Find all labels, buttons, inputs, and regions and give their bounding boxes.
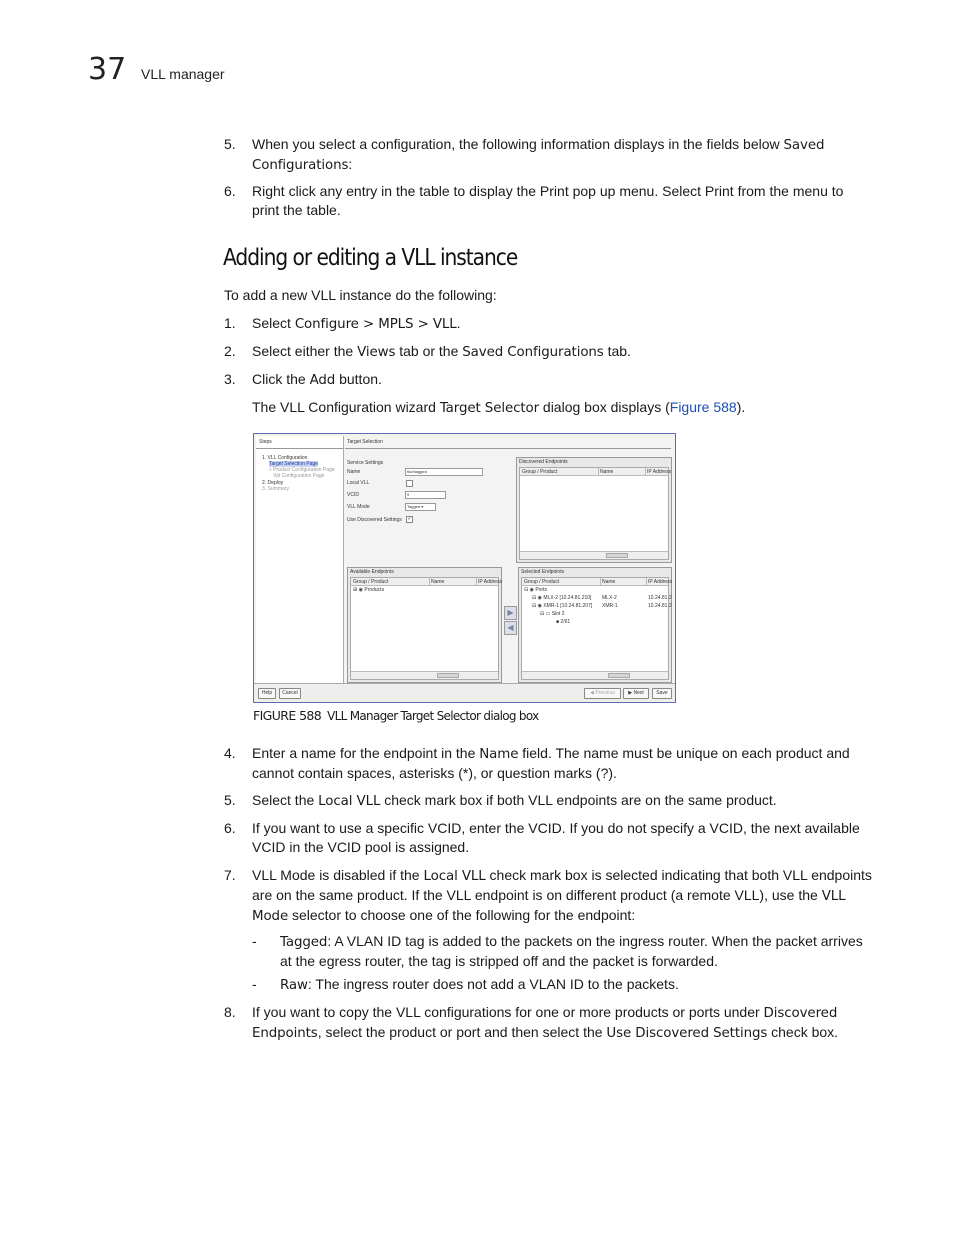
figure-caption bbox=[253, 708, 539, 723]
name-label: Name bbox=[347, 469, 361, 475]
col-group[interactable]: Group / Product bbox=[353, 579, 389, 585]
available-endpoints-title: Available Endpoints bbox=[350, 569, 394, 575]
step-number: 8. bbox=[224, 1004, 236, 1020]
cell-ip: 10.24.81.2 bbox=[648, 595, 672, 601]
use-discovered-label: Use Discovered Settings bbox=[347, 517, 402, 523]
discovered-endpoints-panel bbox=[516, 457, 672, 563]
col-group[interactable]: Group / Product bbox=[524, 579, 560, 585]
selected-endpoints-panel bbox=[518, 567, 672, 683]
tree-row[interactable]: ■ 2/61 bbox=[556, 619, 571, 625]
horizontal-scrollbar[interactable] bbox=[351, 671, 498, 679]
tree-row[interactable]: ⊞ ◉ Products bbox=[353, 587, 385, 593]
previous-button[interactable]: ◀ Previous bbox=[584, 688, 621, 699]
available-endpoints-panel bbox=[347, 567, 502, 683]
step-text: If you want to use a specific VCID, enter the VCID. If you do not specify a VCID, the next available VCID in the VCID pool is assigned. bbox=[252, 820, 860, 855]
dialog-footer bbox=[254, 683, 675, 702]
vll-mode-select[interactable]: Tagged ▾ bbox=[405, 503, 436, 511]
step-number: 4. bbox=[224, 745, 236, 761]
col-name[interactable]: Name bbox=[600, 469, 614, 475]
col-ip[interactable]: IP Address bbox=[478, 579, 503, 585]
service-settings-label: Service Settings bbox=[347, 460, 384, 466]
figure-title: VLL Manager Target Selector dialog box bbox=[327, 709, 539, 723]
vcid-field[interactable]: 9 bbox=[405, 491, 446, 499]
selected-endpoints-table[interactable] bbox=[521, 577, 673, 680]
figure-label: FIGURE 588 bbox=[253, 708, 322, 723]
bullet-dash: - bbox=[252, 933, 257, 949]
step-number: 2. bbox=[224, 343, 236, 359]
step-item[interactable]: 2. Deploy bbox=[262, 480, 284, 486]
section-intro: To add a new VLL instance do the following: bbox=[224, 287, 497, 303]
step-number: 6. bbox=[224, 820, 236, 836]
step-item-active[interactable]: Target Selection Page bbox=[269, 461, 318, 467]
local-vll-checkbox[interactable] bbox=[406, 480, 413, 487]
bullet-text: Raw: The ingress router does not add a VLAN ID to the packets. bbox=[280, 976, 679, 993]
discovered-endpoints-title: Discovered Endpoints bbox=[519, 459, 568, 465]
selected-endpoints-title: Selected Endpoints bbox=[521, 569, 565, 575]
step-item[interactable]: 1. VLL Configuration bbox=[262, 455, 308, 461]
step-note: The VLL Configuration wizard Target Selector dialog box displays (Figure 588). bbox=[252, 399, 746, 416]
vll-mode-label: VLL Mode bbox=[347, 504, 370, 510]
next-button[interactable]: ▶ Next bbox=[623, 688, 649, 699]
add-endpoint-button[interactable]: ▶ bbox=[504, 606, 517, 620]
available-endpoints-table[interactable] bbox=[350, 577, 503, 680]
col-name[interactable]: Name bbox=[431, 579, 445, 585]
use-discovered-checkbox[interactable]: ✓ bbox=[407, 516, 412, 522]
col-name[interactable]: Name bbox=[602, 579, 616, 585]
cancel-button[interactable]: Cancel bbox=[279, 688, 301, 699]
cell-name: MLX-2 bbox=[602, 595, 617, 601]
target-selection-panel bbox=[345, 436, 673, 683]
tree-row[interactable]: ⊟ ▭ Slot 2 bbox=[540, 611, 565, 617]
tree-row[interactable]: ⊟ ◉ MLX-2 [10.24.81.210] bbox=[532, 595, 592, 601]
col-group[interactable]: Group / Product bbox=[522, 469, 558, 475]
step-text: Enter a name for the endpoint in the Name field. The name must be unique on each product and cannot contain spaces, asterisks (*), or question marks (?). bbox=[252, 745, 850, 781]
step-item[interactable]: 3. Summary bbox=[262, 486, 289, 492]
col-ip[interactable]: IP Address bbox=[647, 469, 672, 475]
step-number: 3. bbox=[224, 371, 236, 387]
step-text: Right click any entry in the table to display the Print pop up menu. Select Print from the menu to print the table. bbox=[252, 183, 844, 218]
step-number: 7. bbox=[224, 867, 236, 883]
save-button[interactable]: Save bbox=[652, 688, 672, 699]
vcid-label: VCID bbox=[347, 492, 359, 498]
step-text: Select Configure > MPLS > VLL. bbox=[252, 315, 461, 332]
remove-endpoint-button[interactable]: ◀ bbox=[504, 621, 517, 635]
chapter-number: 37 bbox=[88, 52, 127, 87]
local-vll-label: Local VLL bbox=[347, 480, 370, 486]
step-text: VLL Mode is disabled if the Local VLL check mark box is selected indicating that both VLL endpoints are on the same product. If the VLL endpoint is on different product (a remote VLL), use the VLL Mode selector to choose one of the following for the endpoint: bbox=[252, 867, 872, 924]
target-selection-title: Target Selection bbox=[347, 439, 383, 445]
chapter-title: VLL manager bbox=[141, 66, 225, 82]
step-number: 5. bbox=[224, 792, 236, 808]
step-item[interactable]: » Product Configuration Page bbox=[269, 467, 335, 473]
cell-ip: 10.24.81.2 bbox=[648, 603, 672, 609]
col-ip[interactable]: IP Address bbox=[648, 579, 673, 585]
step-text: Click the Add button. bbox=[252, 371, 382, 388]
help-button[interactable]: Help bbox=[258, 688, 276, 699]
steps-title: Steps bbox=[259, 439, 272, 445]
section-heading: Adding or editing a VLL instance bbox=[223, 245, 518, 271]
step-text: Select either the Views tab or the Saved Configurations tab. bbox=[252, 343, 631, 360]
figure-link[interactable]: Figure 588 bbox=[669, 399, 737, 415]
tree-row[interactable]: ⊟ ◉ XMR-1 [10.24.81.207] bbox=[532, 603, 593, 609]
cell-name: XMR-1 bbox=[602, 603, 618, 609]
step-number: 1. bbox=[224, 315, 236, 331]
target-selector-dialog bbox=[253, 433, 676, 703]
horizontal-scrollbar[interactable] bbox=[520, 551, 668, 559]
step-text: When you select a configuration, the following information displays in the fields below Saved Configurations: bbox=[252, 136, 825, 173]
step-number: 6. bbox=[224, 183, 236, 199]
bullet-dash: - bbox=[252, 976, 257, 992]
bullet-text: Tagged: A VLAN ID tag is added to the packets on the ingress router. When the packet arrives at the egress router, the tag is stripped off and the packet is forwarded. bbox=[280, 933, 863, 969]
discovered-endpoints-table[interactable] bbox=[519, 467, 672, 560]
step-item[interactable]: Vpl Configuration Page bbox=[273, 473, 325, 479]
name-field[interactable]: tkuntagged bbox=[405, 468, 483, 476]
steps-panel bbox=[256, 436, 344, 683]
horizontal-scrollbar[interactable] bbox=[522, 671, 668, 679]
tree-row[interactable]: ⊟ ◉ Ports bbox=[524, 587, 548, 593]
step-text: If you want to copy the VLL configurations for one or more products or ports under Discovered Endpoints, select the product or port and then select the Use Discovered Settings check box. bbox=[252, 1004, 839, 1041]
step-number: 5. bbox=[224, 136, 236, 152]
step-text: Select the Local VLL check mark box if both VLL endpoints are on the same product. bbox=[252, 792, 777, 809]
